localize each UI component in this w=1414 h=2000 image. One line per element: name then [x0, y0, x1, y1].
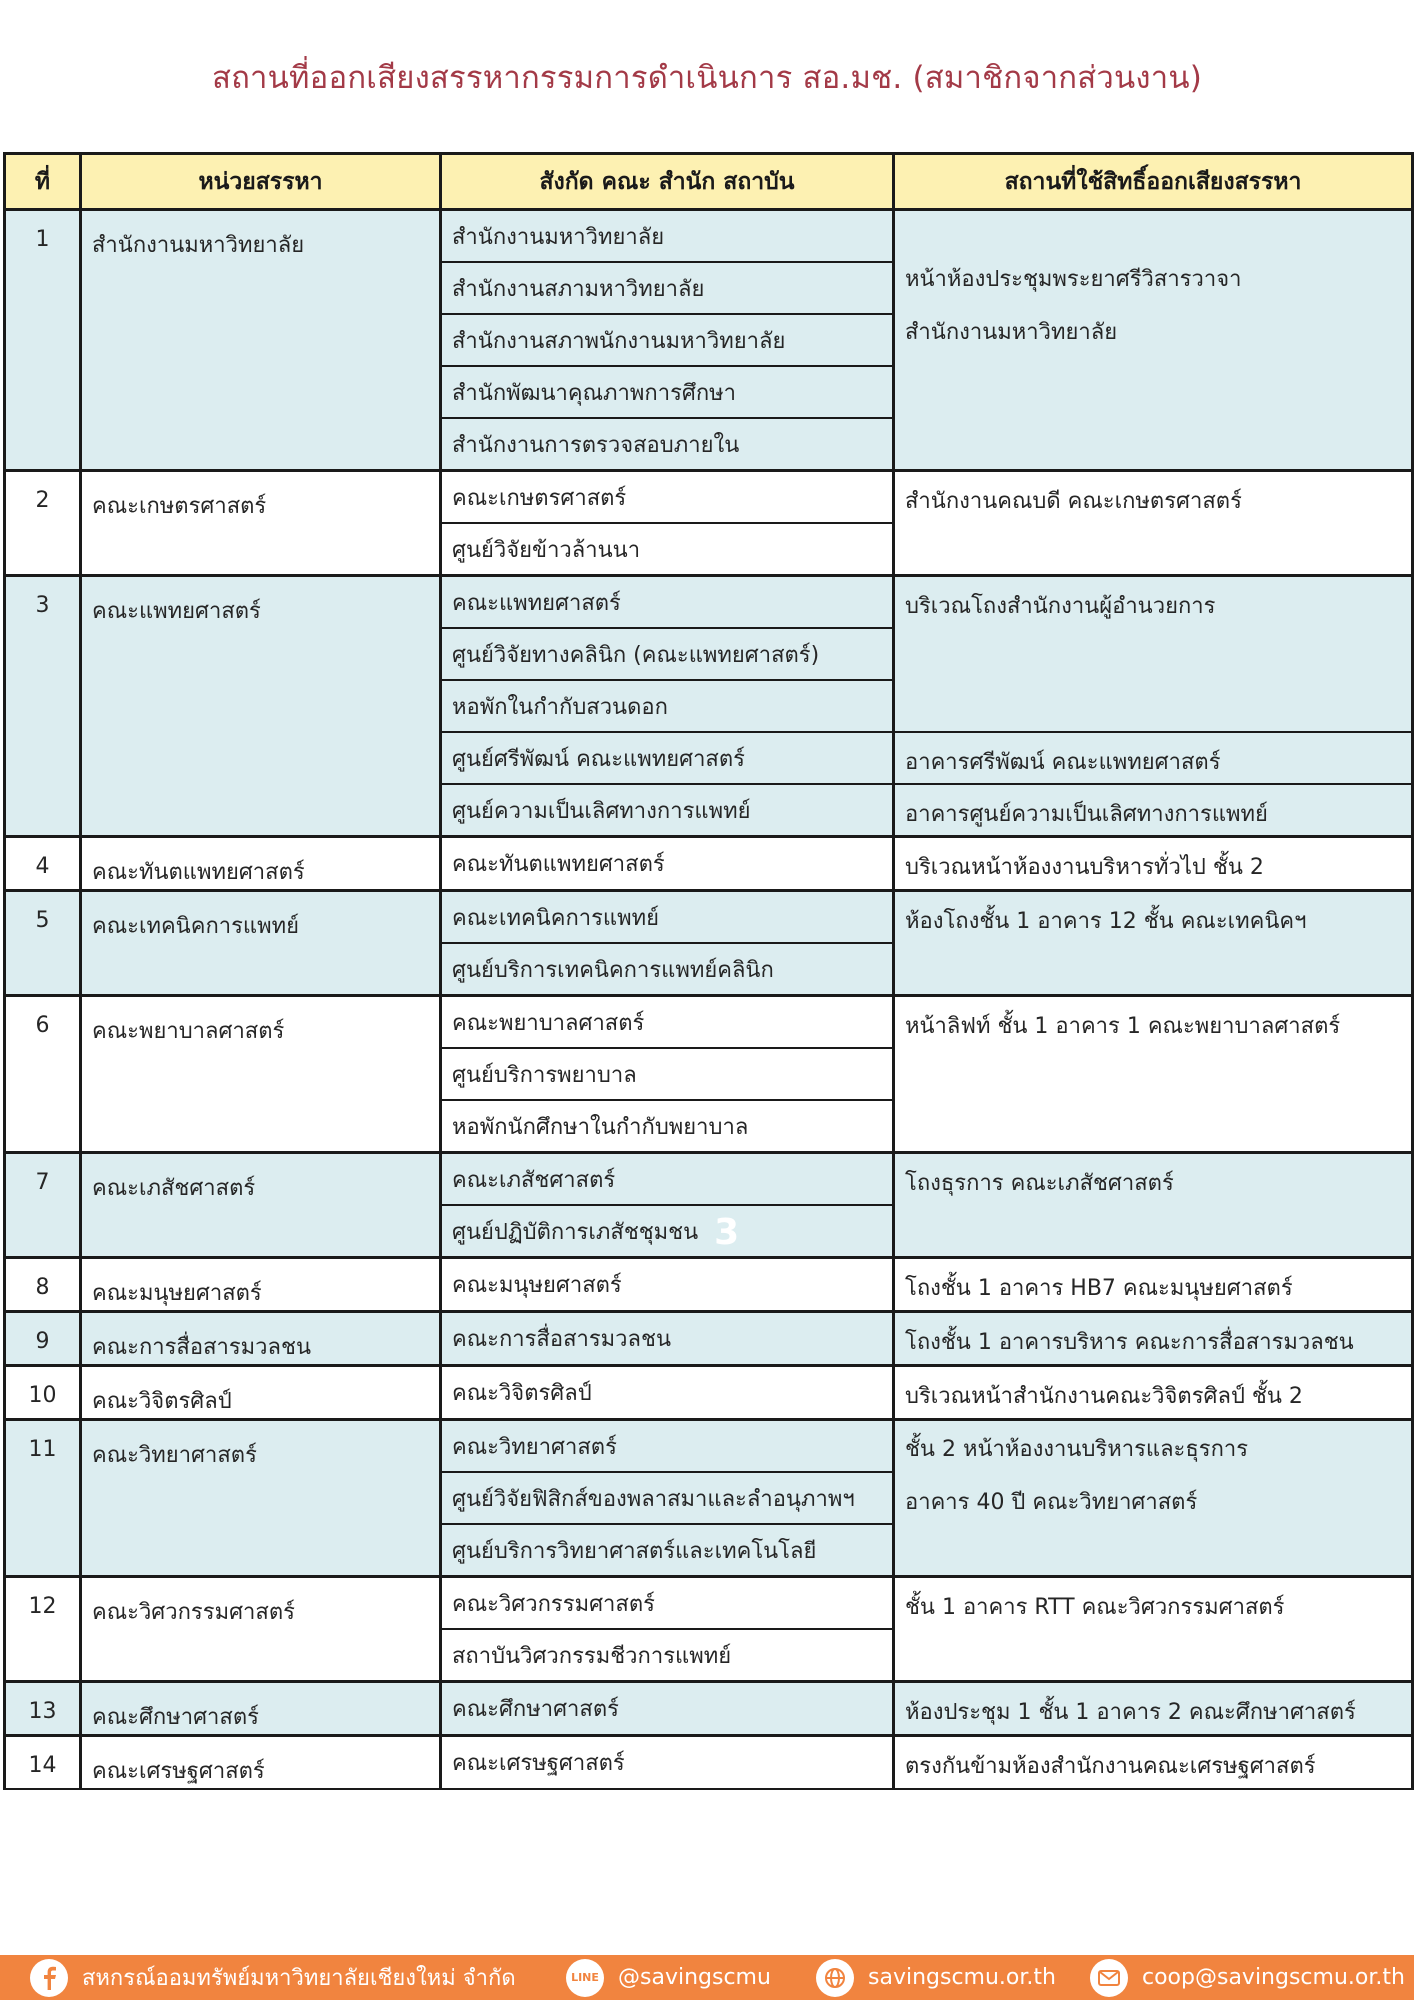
affiliation-cell [441, 1100, 894, 1153]
affiliation-label: ศูนย์วิจัยทางคลินิก (คณะแพทยศาสตร์) [452, 642, 820, 668]
affiliation-cell [441, 262, 894, 314]
affiliation-cell [441, 732, 894, 784]
location-line: หน้าห้องประชุมพระยาศรีวิสารวาจา [905, 267, 1242, 292]
affiliation-label: สำนักงานการตรวจสอบภายใน [452, 432, 740, 458]
affiliation-cell [441, 1736, 894, 1790]
row-number: 1 [5, 210, 81, 471]
location-line: ห้องโถงชั้น 1 อาคาร 12 ชั้น คณะเทคนิคฯ [905, 909, 1307, 934]
location-cell [894, 576, 1413, 733]
affiliation-cell [441, 628, 894, 680]
unit-name: คณะแพทยศาสตร์ [81, 576, 441, 837]
unit-name: คณะเภสัชศาสตร์ [81, 1153, 441, 1258]
row-number: 2 [5, 471, 81, 576]
affiliation-label: หอพักในกำกับสวนดอก [452, 694, 668, 720]
affiliation-cell [441, 837, 894, 891]
location-cell [894, 891, 1413, 996]
affiliation-cell [441, 1258, 894, 1312]
footer-facebook-label: สหกรณ์ออมทรัพย์มหาวิทยาลัยเชียงใหม่ จำกัด [82, 1966, 516, 1991]
affiliation-label: คณะเทคนิคการแพทย์ [452, 905, 660, 931]
affiliation-label: สำนักงานสภาพนักงานมหาวิทยาลัย [452, 328, 786, 354]
unit-name: คณะวิทยาศาสตร์ [81, 1420, 441, 1577]
location-line: หน้าลิฟท์ ชั้น 1 อาคาร 1 คณะพยาบาลศาสตร์ [905, 1014, 1341, 1039]
row-number: 13 [5, 1682, 81, 1736]
affiliation-label: คณะทันตแพทยศาสตร์ [452, 852, 665, 877]
row-number: 9 [5, 1312, 81, 1366]
location-line: ชั้น 2 หน้าห้องงานบริหารและธุรการ [905, 1437, 1249, 1462]
affiliation-label: สำนักงานมหาวิทยาลัย [452, 224, 665, 250]
affiliation-cell [441, 1048, 894, 1100]
location-cell [894, 732, 1413, 784]
affiliation-cell [441, 1205, 894, 1258]
location-line: สำนักงานคณบดี คณะเกษตรศาสตร์ [905, 489, 1242, 514]
location-line: บริเวณโถงสำนักงานผู้อำนวยการ [905, 594, 1216, 619]
table-row [5, 891, 1413, 944]
unit-name: คณะศึกษาศาสตร์ [81, 1682, 441, 1736]
location-line: โถงชั้น 1 อาคาร HB7 คณะมนุษยศาสตร์ [905, 1276, 1293, 1301]
table-body [5, 210, 1413, 1790]
location-cell [894, 1153, 1413, 1258]
location-line: อาคารศรีพัฒน์ คณะแพทยศาสตร์ [905, 750, 1221, 775]
location-line: อาคารศูนย์ความเป็นเลิศทางการแพทย์ [905, 802, 1268, 827]
affiliation-label: คณะศึกษาศาสตร์ [452, 1697, 619, 1722]
table-row [5, 1682, 1413, 1736]
location-cell [894, 1577, 1413, 1682]
row-number: 8 [5, 1258, 81, 1312]
table-row [5, 1420, 1413, 1473]
table-row [5, 837, 1413, 891]
footer-website-label: savingscmu.or.th [868, 1965, 1056, 1990]
affiliation-cell [441, 680, 894, 732]
polling-location-table [3, 152, 1414, 1790]
affiliation-cell [441, 784, 894, 837]
affiliation-cell [441, 471, 894, 524]
affiliation-cell [441, 943, 894, 996]
affiliation-cell [441, 996, 894, 1049]
unit-name: คณะพยาบาลศาสตร์ [81, 996, 441, 1153]
table-row [5, 471, 1413, 524]
row-number: 10 [5, 1366, 81, 1420]
location-cell [894, 210, 1413, 471]
location-cell [894, 1736, 1413, 1790]
affiliation-label: คณะวิศวกรรมศาสตร์ [452, 1591, 655, 1617]
row-number: 5 [5, 891, 81, 996]
location-line: ตรงกันข้ามห้องสำนักงานคณะเศรษฐศาสตร์ [905, 1754, 1316, 1779]
footer-bar [0, 1955, 1414, 2000]
location-cell [894, 471, 1413, 576]
affiliation-cell [441, 1577, 894, 1630]
affiliation-cell [441, 314, 894, 366]
location-cell [894, 996, 1413, 1153]
affiliation-cell [441, 1153, 894, 1206]
header-unit: หน่วยสรรหา [81, 154, 441, 210]
unit-name: คณะวิจิตรศิลป์ [81, 1366, 441, 1420]
affiliation-cell [441, 523, 894, 576]
affiliation-cell [441, 1629, 894, 1682]
location-cell [894, 1366, 1413, 1420]
unit-name: คณะทันตแพทยศาสตร์ [81, 837, 441, 891]
location-line: ห้องประชุม 1 ชั้น 1 อาคาร 2 คณะศึกษาศาสตร์ [905, 1700, 1356, 1725]
footer-email-label: coop@savingscmu.or.th [1142, 1965, 1405, 1990]
location-cell [894, 837, 1413, 891]
affiliation-cell [441, 1366, 894, 1420]
line-icon: LINE [566, 1959, 604, 1997]
affiliation-label: ศูนย์วิจัยข้าวล้านนา [452, 537, 641, 563]
affiliation-label: คณะการสื่อสารมวลชน [452, 1327, 671, 1352]
affiliation-label: ศูนย์วิจัยฟิสิกส์ของพลาสมาและลำอนุภาพฯ [452, 1486, 855, 1512]
affiliation-label: ศูนย์บริการพยาบาล [452, 1062, 637, 1088]
affiliation-label: สำนักงานสภามหาวิทยาลัย [452, 276, 705, 302]
header-location: สถานที่ใช้สิทธิ์ออกเสียงสรรหา [894, 154, 1413, 210]
location-line: สำนักงานมหาวิทยาลัย [905, 320, 1118, 345]
unit-name: คณะเกษตรศาสตร์ [81, 471, 441, 576]
affiliation-label: คณะแพทยศาสตร์ [452, 590, 621, 616]
location-line: ชั้น 1 อาคาร RTT คณะวิศวกรรมศาสตร์ [905, 1595, 1285, 1620]
page-title: สถานที่ออกเสียงสรรหากรรมการดำเนินการ สอ.มช. (สมาชิกจากส่วนงาน) [211, 60, 1203, 96]
table-row [5, 996, 1413, 1049]
mail-icon [1090, 1959, 1128, 1997]
footer-line-label: @savingscmu [618, 1965, 771, 1990]
unit-name: คณะมนุษยศาสตร์ [81, 1258, 441, 1312]
page-number-badge: 3 [714, 1211, 740, 1253]
location-line: โถงธุรการ คณะเภสัชศาสตร์ [905, 1171, 1174, 1196]
row-number: 3 [5, 576, 81, 837]
affiliation-cell [441, 1524, 894, 1577]
affiliation-cell [441, 891, 894, 944]
table-row [5, 1577, 1413, 1630]
unit-name: คณะเศรษฐศาสตร์ [81, 1736, 441, 1790]
unit-name: สำนักงานมหาวิทยาลัย [81, 210, 441, 471]
table-row [5, 576, 1413, 629]
affiliation-cell [441, 418, 894, 471]
affiliation-label: คณะเกษตรศาสตร์ [452, 485, 627, 511]
affiliation-label: สถาบันวิศวกรรมชีวการแพทย์ [452, 1643, 732, 1669]
footer-email[interactable] [1090, 1955, 1405, 2000]
row-number: 11 [5, 1420, 81, 1577]
table-row [5, 1366, 1413, 1420]
location-cell [894, 1258, 1413, 1312]
table-header-row [5, 154, 1413, 210]
location-line: โถงชั้น 1 อาคารบริหาร คณะการสื่อสารมวลชน [905, 1330, 1354, 1355]
affiliation-label: คณะเศรษฐศาสตร์ [452, 1751, 625, 1776]
unit-name: คณะเทคนิคการแพทย์ [81, 891, 441, 996]
affiliation-cell [441, 1472, 894, 1524]
affiliation-cell [441, 1682, 894, 1736]
table-row [5, 1312, 1413, 1366]
affiliation-cell [441, 576, 894, 629]
footer-line[interactable] [566, 1955, 771, 2000]
affiliation-label: ศูนย์บริการวิทยาศาสตร์และเทคโนโลยี [452, 1538, 817, 1564]
location-cell [894, 1312, 1413, 1366]
affiliation-label: ศูนย์ศรีพัฒน์ คณะแพทยศาสตร์ [452, 746, 745, 772]
affiliation-label: คณะวิจิตรศิลป์ [452, 1381, 592, 1406]
row-number: 6 [5, 996, 81, 1153]
affiliation-label: คณะมนุษยศาสตร์ [452, 1273, 622, 1298]
row-number: 4 [5, 837, 81, 891]
affiliation-cell [441, 366, 894, 418]
table-row [5, 210, 1413, 263]
affiliation-cell [441, 210, 894, 263]
affiliation-label: คณะเภสัชศาสตร์ [452, 1167, 616, 1193]
location-line: อาคาร 40 ปี คณะวิทยาศาสตร์ [905, 1490, 1198, 1515]
location-line: บริเวณหน้าห้องงานบริหารทั่วไป ชั้น 2 [905, 855, 1264, 880]
location-cell [894, 1682, 1413, 1736]
affiliation-label: ศูนย์ความเป็นเลิศทางการแพทย์ [452, 798, 751, 824]
table-row [5, 1736, 1413, 1790]
globe-icon [816, 1959, 854, 1997]
row-number: 14 [5, 1736, 81, 1790]
header-affiliation: สังกัด คณะ สำนัก สถาบัน [441, 154, 894, 210]
unit-name: คณะวิศวกรรมศาสตร์ [81, 1577, 441, 1682]
affiliation-label: สำนักพัฒนาคุณภาพการศึกษา [452, 380, 737, 406]
footer-facebook[interactable] [30, 1955, 516, 2000]
facebook-icon [30, 1959, 68, 1997]
table-row [5, 1258, 1413, 1312]
header-no: ที่ [5, 154, 81, 210]
row-number: 7 [5, 1153, 81, 1258]
affiliation-label: คณะพยาบาลศาสตร์ [452, 1010, 645, 1036]
affiliation-cell [441, 1312, 894, 1366]
affiliation-cell [441, 1420, 894, 1473]
footer-website[interactable] [816, 1955, 1056, 2000]
unit-name: คณะการสื่อสารมวลชน [81, 1312, 441, 1366]
location-cell [894, 1420, 1413, 1577]
affiliation-label: หอพักนักศึกษาในกำกับพยาบาล [452, 1114, 749, 1140]
affiliation-label: ศูนย์บริการเทคนิคการแพทย์คลินิก [452, 957, 774, 983]
table-row [5, 1153, 1413, 1206]
location-cell [894, 784, 1413, 837]
affiliation-label: ศูนย์ปฏิบัติการเภสัชชุมชน [452, 1219, 699, 1245]
affiliation-label: คณะวิทยาศาสตร์ [452, 1434, 617, 1460]
location-line: บริเวณหน้าสำนักงานคณะวิจิตรศิลป์ ชั้น 2 [905, 1384, 1303, 1409]
row-number: 12 [5, 1577, 81, 1682]
